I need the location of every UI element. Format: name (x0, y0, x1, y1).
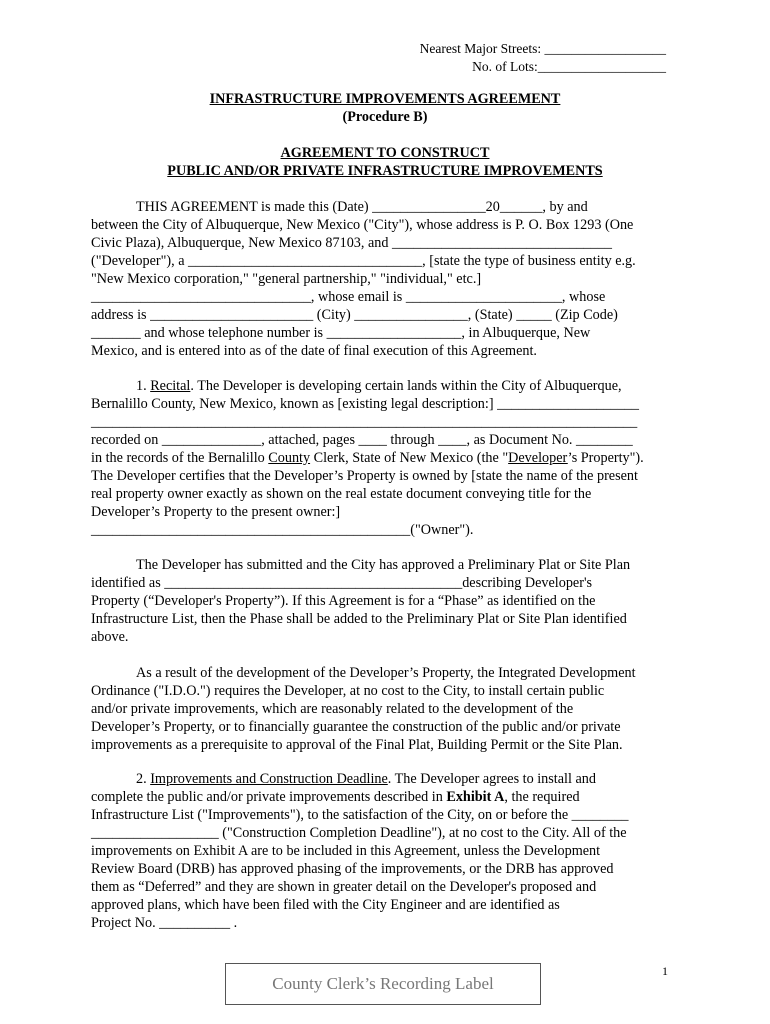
recital-line: Developer’s Property to the present owner:] (91, 504, 341, 520)
recital-heading: Recital (150, 378, 191, 394)
intro-paragraph (91, 198, 681, 360)
improvements-text: complete the public and/or private improvements described in (91, 789, 447, 805)
intro-line: ("Developer"), a _________________________________, [state the type of business entity e.g. (91, 253, 636, 269)
plat-line: identified as __________________________________________describing Developer's (91, 575, 593, 591)
recital-first-line (91, 377, 681, 395)
improvements-line: approved plans, which have been filed with the City Engineer and are identified as (91, 897, 560, 913)
procedure-subtitle: (Procedure B) (342, 109, 428, 125)
recital-text: ’s Property"). (567, 450, 644, 466)
number-of-lots-field: No. of Lots:___________________ (472, 59, 666, 74)
ido-line: Ordinance ("I.D.O.") requires the Developer, at no cost to the City, to install certain public (91, 683, 605, 699)
improvements-text: , the required (504, 789, 580, 805)
recital-line: Bernalillo County, New Mexico, known as [existing legal description:] ____________________ (91, 396, 639, 412)
recital-line: recorded on ______________, attached, pages ____ through ____, as Document No. ________ (91, 432, 633, 448)
improvements-exhibit-line (91, 788, 681, 806)
recital-line: _____________________________________________________________________________ (91, 414, 638, 430)
recital-line: The Developer certifies that the Developer’s Property is owned by [state the name of the present (91, 468, 638, 484)
section-subtitle-text: PUBLIC AND/OR PRIVATE INFRASTRUCTURE IMPROVEMENTS (167, 163, 603, 179)
ido-paragraph (91, 664, 681, 754)
intro-line: THIS AGREEMENT is made this (Date) ________________20______, by and (136, 199, 588, 215)
improvements-number: 2. (136, 771, 147, 787)
improvements-line: Infrastructure List ("Improvements"), to the satisfaction of the City, on or before the ________ (91, 807, 629, 823)
preliminary-plat-paragraph (91, 556, 681, 646)
intro-line: "New Mexico corporation," "general partnership," "individual," etc.] (91, 271, 482, 287)
recording-label-text: County Clerk’s Recording Label (272, 974, 494, 993)
improvements-heading: Improvements and Construction Deadline (150, 771, 388, 787)
improvements-line: improvements on Exhibit A are to be included in this Agreement, unless the Development (91, 843, 601, 859)
improvements-paragraph (91, 770, 681, 932)
plat-line: Infrastructure List, then the Phase shall be added to the Preliminary Plat or Site Plan identified (91, 611, 627, 627)
header-fields (420, 40, 666, 76)
plat-line: Property (“Developer's Property”). If this Agreement is for a “Phase” as identified on the (91, 593, 596, 609)
recital-county-line (91, 449, 681, 467)
intro-line: _______________________________, whose email is ______________________, whose (91, 289, 606, 305)
ido-line: Developer’s Property, or to financially guarantee the construction of the public and/or private (91, 719, 621, 735)
improvements-line: __________________ ("Construction Completion Deadline"), at no cost to the City. All of the (91, 825, 627, 841)
intro-line: Mexico, and is entered into as of the date of final execution of this Agreement. (91, 343, 537, 359)
recital-developer-word: Developer (508, 450, 568, 466)
intro-line: Civic Plaza), Albuquerque, New Mexico 87103, and _______________________________ (91, 235, 612, 251)
recital-text: in the records of the Bernalillo (91, 450, 269, 466)
nearest-streets-field: Nearest Major Streets: __________________ (419, 41, 666, 56)
intro-line: _______ and whose telephone number is ___________________, in Albuquerque, New (91, 325, 591, 341)
recital-paragraph (91, 377, 681, 539)
ido-line: As a result of the development of the Developer’s Property, the Integrated Development (136, 665, 636, 681)
exhibit-a-reference: Exhibit A (446, 789, 505, 805)
agreement-title-text: INFRASTRUCTURE IMPROVEMENTS AGREEMENT (209, 91, 561, 107)
improvements-first-line (91, 770, 681, 788)
agreement-title (0, 91, 770, 108)
section-subtitle (0, 163, 770, 180)
recital-number: 1. (136, 378, 147, 394)
recital-line: _____________________________________________("Owner"). (91, 522, 474, 538)
recording-label-box (225, 963, 541, 1005)
section-title-text: AGREEMENT TO CONSTRUCT (280, 145, 490, 161)
intro-line: address is _______________________ (City) ________________, (State) _____ (Zip Code) (91, 307, 618, 323)
recital-county-word: County (268, 450, 311, 466)
improvements-first-text: . The Developer agrees to install and (387, 771, 596, 787)
section-title (0, 145, 770, 162)
ido-line: improvements as a prerequisite to approval of the Final Plat, Building Permit or the Site Plan. (91, 737, 623, 753)
intro-line: between the City of Albuquerque, New Mexico ("City"), whose address is P. O. Box 1293 (One (91, 217, 634, 233)
recital-first-text: . The Developer is developing certain lands within the City of Albuquerque, (190, 378, 622, 394)
recital-text: Clerk, State of New Mexico (the " (310, 450, 509, 466)
plat-line: The Developer has submitted and the City has approved a Preliminary Plat or Site Plan (136, 557, 631, 573)
page-number: 1 (662, 964, 668, 978)
ido-line: and/or private improvements, which are reasonably related to the development of the (91, 701, 574, 717)
improvements-line: Project No. __________ . (91, 915, 238, 931)
improvements-line: Review Board (DRB) has approved phasing of the improvements, or the DRB has approved (91, 861, 614, 877)
recital-line: real property owner exactly as shown on the real estate document conveying title for the (91, 486, 592, 502)
plat-line: above. (91, 629, 129, 645)
improvements-line: them as “Deferred” and they are shown in greater detail on the Developer's proposed and (91, 879, 597, 895)
